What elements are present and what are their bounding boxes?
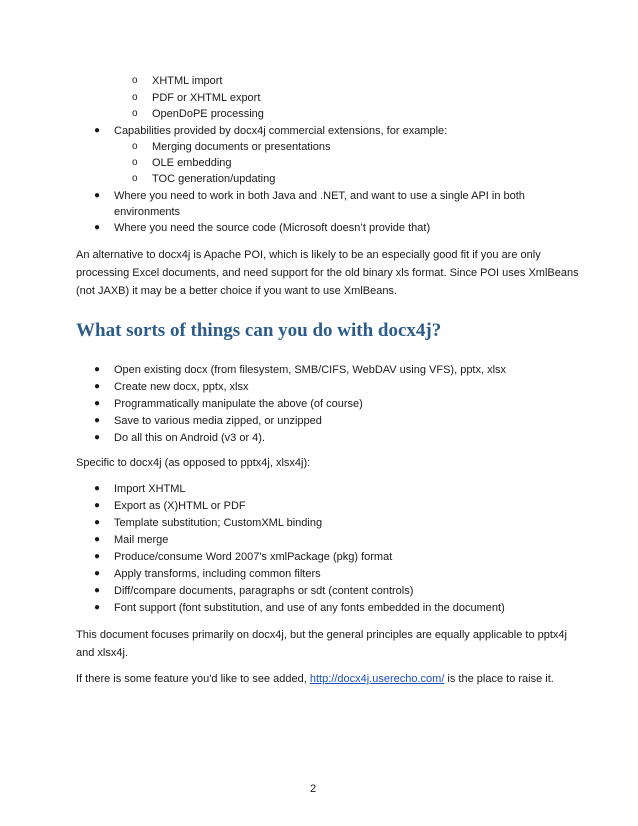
sub-item: XHTML import [152, 75, 223, 87]
sub-item: OLE embedding [152, 157, 232, 169]
sub-item: Merging documents or presentations [152, 141, 331, 153]
circle-bullet: o [132, 141, 138, 152]
list-item: Template substitution; CustomXML binding [114, 517, 323, 529]
list-item: Import XHTML [114, 483, 186, 495]
sub-item: TOC generation/updating [152, 173, 276, 185]
list-item: Mail merge [114, 534, 169, 546]
paragraph-line: This document focuses primarily on docx4j, but the general principles are equally applicable to pptx4j [76, 629, 567, 641]
sub-item: PDF or XHTML export [152, 92, 261, 104]
list-item: Programmatically manipulate the above (of course) [114, 398, 363, 410]
userecho-link[interactable]: http://docx4j.userecho.com/ [309, 673, 445, 685]
bullet: ● [94, 125, 101, 136]
list-item: Where you need to work in both Java and .NET, and want to use a single API in both [114, 190, 525, 202]
list-item: Open existing docx (from filesystem, SMB/CIFS, WebDAV using VFS), pptx, xlsx [114, 364, 507, 376]
feature-paragraph [76, 672, 554, 686]
bullet: ● [94, 534, 101, 545]
paragraph-line: Specific to docx4j (as opposed to pptx4j, xlsx4j): [76, 457, 311, 469]
feature-text-after: is the place to raise it. [444, 673, 554, 685]
paragraph-line: An alternative to docx4j is Apache POI, which is likely to be an especially good fit if you are only [76, 249, 541, 261]
bullet: ● [94, 190, 101, 201]
bullet: ● [94, 398, 101, 409]
bullet: ● [94, 568, 101, 579]
feature-text-before: If there is some feature you'd like to see added, [76, 673, 310, 685]
bullet: ● [94, 364, 101, 375]
bullet: ● [94, 415, 101, 426]
page-number: 2 [310, 783, 317, 795]
paragraph-line: and xlsx4j. [76, 647, 128, 659]
bullet: ● [94, 500, 101, 511]
list-item-continuation: environments [114, 206, 181, 218]
circle-bullet: o [132, 92, 138, 103]
list-item: Export as (X)HTML or PDF [114, 500, 246, 512]
section-heading: What sorts of things can you do with docx4j? [76, 320, 442, 341]
list-item: Where you need the source code (Microsoft doesn’t provide that) [114, 222, 431, 234]
paragraph-line: processing Excel documents, and need support for the old binary xls format. Since POI uses XmlBeans [76, 267, 579, 279]
list-item: Apply transforms, including common filters [114, 568, 321, 580]
list-item: Save to various media zipped, or unzipped [114, 415, 322, 427]
list-item: Produce/consume Word 2007's xmlPackage (pkg) format [114, 551, 393, 563]
bullet: ● [94, 432, 101, 443]
paragraph-line: (not JAXB) it may be a better choice if you want to use XmlBeans. [76, 285, 397, 297]
list-item: Capabilities provided by docx4j commercial extensions, for example: [114, 125, 448, 137]
circle-bullet: o [132, 75, 138, 86]
bullet: ● [94, 483, 101, 494]
bullet: ● [94, 381, 101, 392]
sub-item: OpenDoPE processing [152, 108, 264, 120]
list-item: Do all this on Android (v3 or 4). [114, 432, 266, 444]
circle-bullet: o [132, 173, 138, 184]
circle-bullet: o [132, 157, 138, 168]
list-item: Create new docx, pptx, xlsx [114, 381, 249, 393]
list-item: Diff/compare documents, paragraphs or sdt (content controls) [114, 585, 414, 597]
list-item: Font support (font substitution, and use of any fonts embedded in the document) [114, 602, 505, 614]
circle-bullet: o [132, 108, 138, 119]
bullet: ● [94, 602, 101, 613]
bullet: ● [94, 551, 101, 562]
bullet: ● [94, 222, 101, 233]
bullet: ● [94, 517, 101, 528]
bullet: ● [94, 585, 101, 596]
